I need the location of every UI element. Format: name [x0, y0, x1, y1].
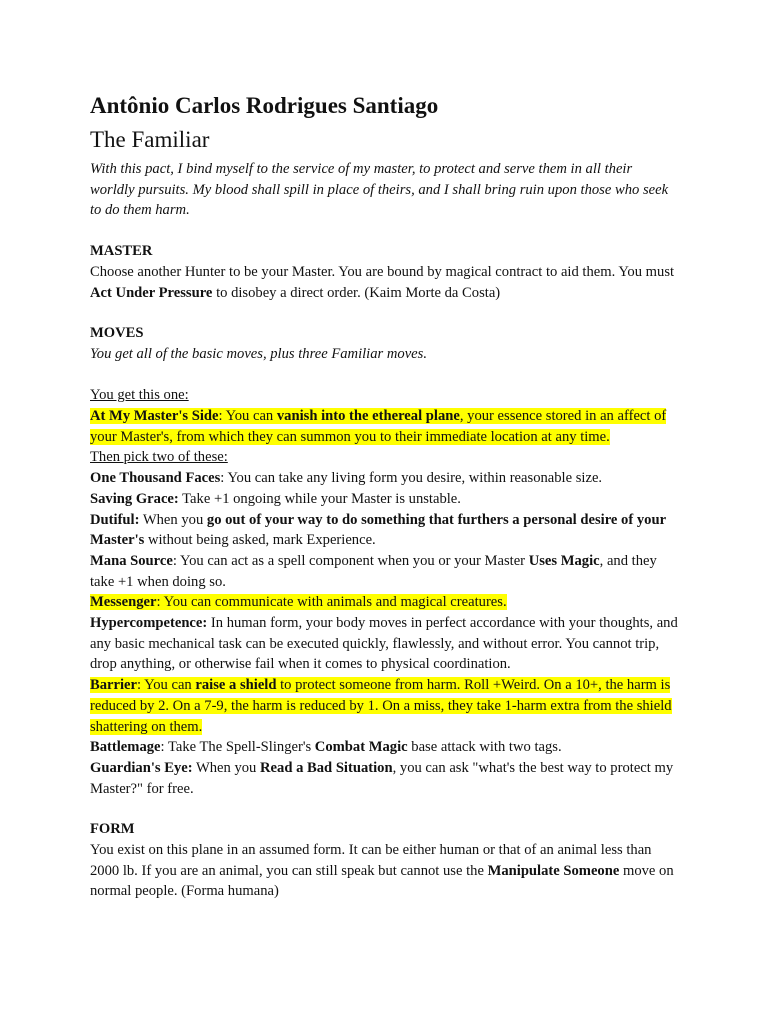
master-paragraph: Choose another Hunter to be your Master. You are bound by magical contract to aid them. You must Act Under Pressure to disobey a direct order. (Kaim Morte da Costa) — [90, 263, 675, 301]
form-heading: FORM — [90, 821, 135, 838]
playbook-title: The Familiar — [90, 127, 210, 152]
moves-intro: You get all of the basic moves, plus three Familiar moves. — [90, 345, 427, 362]
moves-heading: MOVES — [90, 325, 144, 342]
move-messenger: Messenger: You can communicate with animals and magical creatures. — [90, 594, 507, 611]
pick-two-label: Then pick two of these: — [90, 449, 228, 466]
move-barrier: Barrier: You can raise a shield to protect someone from harm. Roll +Weird. On a 10+, the harm is reduced by 2. On a 7-9, the harm is reduced by 1. On a miss, they take 1-harm extra from the shield shattering on them. — [90, 677, 672, 735]
move-hypercompetence: Hypercompetence: In human form, your body moves in perfect accordance with your thoughts, and any basic mechanical task can be executed quickly, flawlessly, and without error. You cannot trip, drop anything, or otherwise fail when it comes to physical coordination. — [90, 615, 678, 673]
move-dutiful: Dutiful: When you go out of your way to do something that furthers a personal desire of your Master's without being asked, mark Experience. — [90, 511, 666, 549]
move-battlemage: Battlemage: Take The Spell-Slinger's Combat Magic base attack with two tags. — [90, 739, 562, 756]
move-one-thousand-faces: One Thousand Faces: You can take any living form you desire, within reasonable size. — [90, 470, 603, 487]
master-heading: MASTER — [90, 243, 153, 260]
move-mana-source: Mana Source: You can act as a spell component when you or your Master Uses Magic, and they take +1 when doing so. — [90, 552, 657, 590]
get-this-one-label: You get this one: — [90, 387, 189, 404]
move-saving-grace: Saving Grace: Take +1 ongoing while your Master is unstable. — [90, 490, 461, 507]
move-at-my-masters-side: At My Master's Side: You can vanish into the ethereal plane, your essence stored in an affect of your Master's, from which they can summon you to their immediate location at any time. — [90, 408, 667, 445]
move-guardians-eye: Guardian's Eye: When you Read a Bad Situation, you can ask "what's the best way to protect my Master?" for free. — [90, 759, 674, 797]
form-paragraph: You exist on this plane in an assumed form. It can be either human or that of an animal less than 2000 lb. If you are an animal, you can still speak but cannot use the Manipulate Someone move on normal people. (Forma humana) — [90, 842, 674, 900]
character-name: Antônio Carlos Rodrigues Santiago — [90, 93, 439, 118]
intro-paragraph: With this pact, I bind myself to the service of my master, to protect and serve them in all their worldly pursuits. My blood shall spill in place of theirs, and I shall bring ruin upon those who seek to do them harm. — [90, 161, 669, 219]
